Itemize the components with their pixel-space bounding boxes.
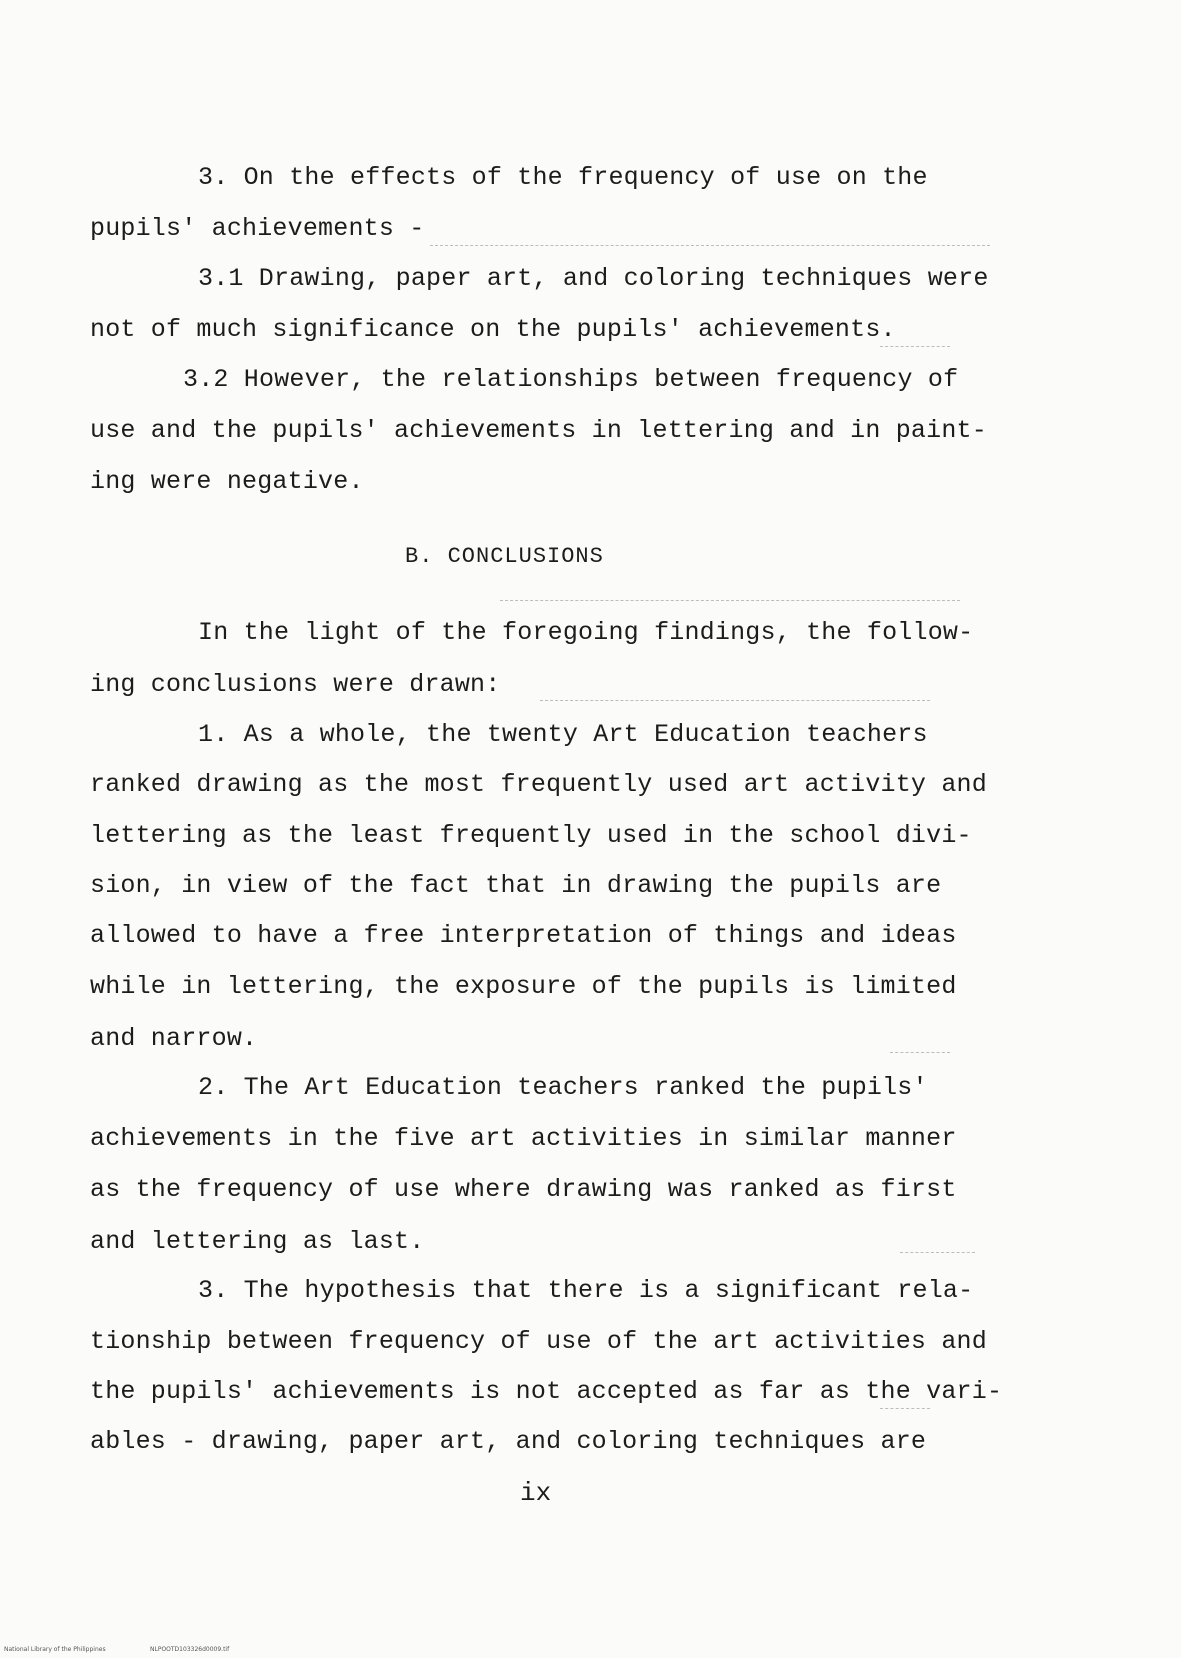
scan-noise — [500, 600, 960, 601]
conclusion-1-line-1: 1. As a whole, the twenty Art Education teachers — [198, 720, 928, 749]
finding-3-2-line-1: 3.2 However, the relationships between frequency of — [183, 365, 959, 394]
scan-noise — [880, 1408, 930, 1409]
conclusion-2-line-2: achievements in the five art activities in similar manner — [90, 1124, 957, 1153]
scan-noise — [430, 245, 990, 246]
conclusion-1-line-7: and narrow. — [90, 1024, 258, 1053]
finding-3-intro-line-2: pupils' achievements - — [90, 214, 425, 243]
finding-3-intro-line-1: 3. On the effects of the frequency of use on the — [198, 163, 928, 192]
conclusion-1-line-5: allowed to have a free interpretation of things and ideas — [90, 921, 957, 950]
conclusion-2-line-3: as the frequency of use where drawing was ranked as first — [90, 1175, 957, 1204]
conclusion-1-line-4: sion, in view of the fact that in drawing the pupils are — [90, 871, 942, 900]
conclusion-1-line-3: lettering as the least frequently used in the school divi- — [90, 821, 972, 850]
finding-3-2-line-2: use and the pupils' achievements in lettering and in paint- — [90, 416, 987, 445]
footer-library-name: National Library of the Philippines — [4, 1646, 106, 1653]
finding-3-2-line-3: ing were negative. — [90, 467, 364, 496]
conclusion-3-line-4: ables - drawing, paper art, and coloring techniques are — [90, 1427, 927, 1456]
scan-noise — [890, 1052, 950, 1053]
conclusion-1-line-6: while in lettering, the exposure of the pupils is limited — [90, 972, 957, 1001]
conclusion-2-line-4: and lettering as last. — [90, 1227, 425, 1256]
finding-3-1-line-1: 3.1 Drawing, paper art, and coloring techniques were — [198, 264, 989, 293]
conclusions-intro-line-2: ing conclusions were drawn: — [90, 670, 501, 699]
section-heading-conclusions: B. CONCLUSIONS — [405, 544, 604, 569]
scan-noise — [880, 346, 950, 347]
footer-file-id: NLPOOTD103326d0009.tif — [150, 1646, 230, 1653]
page-number: ix — [520, 1478, 552, 1508]
scan-noise — [540, 700, 930, 701]
conclusion-3-line-2: tionship between frequency of use of the art activities and — [90, 1327, 987, 1356]
conclusion-3-line-3: the pupils' achievements is not accepted as far as the vari- — [90, 1377, 1003, 1406]
scan-noise — [900, 1252, 975, 1253]
conclusion-2-line-1: 2. The Art Education teachers ranked the pupils' — [198, 1073, 928, 1102]
conclusion-1-line-2: ranked drawing as the most frequently used art activity and — [90, 770, 987, 799]
conclusions-intro-line-1: In the light of the foregoing findings, the follow- — [198, 618, 974, 647]
finding-3-1-line-2: not of much significance on the pupils' achievements. — [90, 315, 896, 344]
conclusion-3-line-1: 3. The hypothesis that there is a significant rela- — [198, 1276, 974, 1305]
